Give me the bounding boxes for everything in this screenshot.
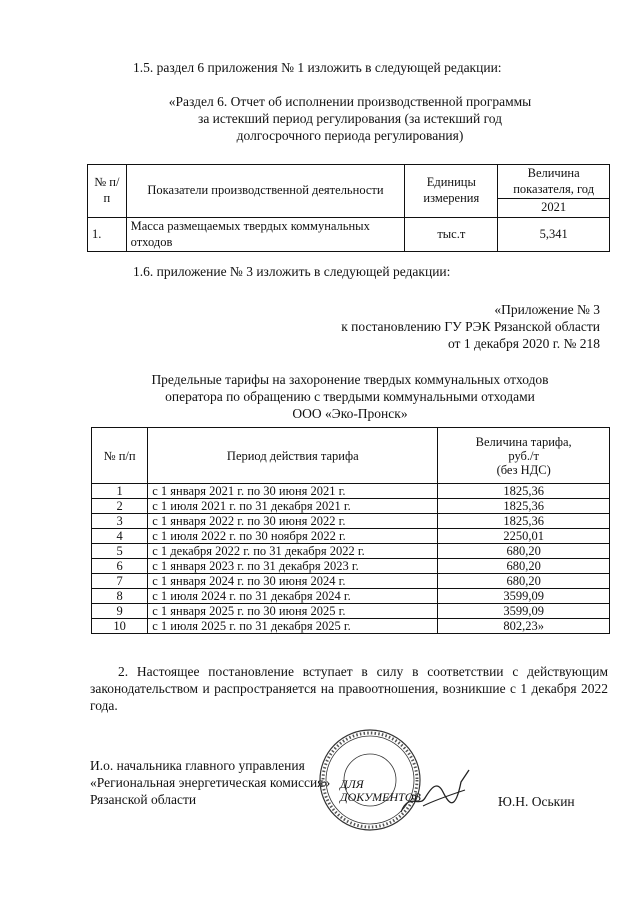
t2-row-num: 2 [92, 499, 148, 514]
t2-row-num: 4 [92, 529, 148, 544]
appendix-ref-line: «Приложение № 3 [494, 302, 600, 317]
t2-header-value-line: руб./т [508, 448, 539, 463]
tariff-title [80, 372, 620, 423]
t2-row-period: с 1 января 2025 г. по 30 июня 2025 г. [148, 604, 438, 619]
t2-row-period: с 1 июля 2021 г. по 31 декабря 2021 г. [148, 499, 438, 514]
t2-row-period: с 1 января 2024 г. по 30 июня 2024 г. [148, 574, 438, 589]
t2-header-period: Период действия тарифа [148, 428, 438, 484]
t2-row-value: 1825,36 [438, 499, 610, 514]
t1-row-num: 1. [88, 217, 127, 251]
appendix-reference [260, 302, 600, 353]
t2-row-num: 5 [92, 544, 148, 559]
t2-row-value: 802,23» [438, 619, 610, 634]
t1-header-indicator: Показатели производственной деятельности [126, 165, 405, 218]
t2-row-value: 1825,36 [438, 484, 610, 499]
t2-row-value: 3599,09 [438, 589, 610, 604]
t2-row-period: с 1 июля 2022 г. по 30 ноября 2022 г. [148, 529, 438, 544]
t2-row-num: 1 [92, 484, 148, 499]
t2-row-value: 3599,09 [438, 604, 610, 619]
t2-header-value [438, 428, 610, 484]
section6-title-line: за истекший период регулирования (за истекший год [197, 110, 502, 126]
t2-row-value: 680,20 [438, 544, 610, 559]
t2-row-period: с 1 января 2022 г. по 30 июня 2022 г. [148, 514, 438, 529]
item-1-5: 1.5. раздел 6 приложения № 1 изложить в следующей редакции: [133, 60, 502, 75]
t1-row-indicator: Масса размещаемых твердых коммунальных отходов [126, 217, 405, 251]
section6-title-line: «Раздел 6. Отчет об исполнении производственной программы [168, 94, 532, 109]
t2-row-num: 10 [92, 619, 148, 634]
tariff-title-line: Предельные тарифы на захоронение твердых коммунальных отходов [151, 372, 549, 387]
t2-row-num: 6 [92, 559, 148, 574]
t1-header-value: Величина показателя, год [498, 165, 610, 199]
tariff-title-line: оператора по обращению с твердыми коммунальными отходами [165, 388, 535, 404]
table-row [92, 574, 610, 589]
table-row [92, 499, 610, 514]
signatory-name: Ю.Н. Оськин [498, 794, 575, 809]
tariff-title-line: ООО «Эко-Пронск» [292, 405, 408, 421]
t2-header-value-line: Величина тарифа, [475, 434, 572, 449]
section6-title-line: долгосрочного периода регулирования) [236, 127, 464, 143]
t1-header-num: № п/п [88, 165, 127, 218]
t2-row-num: 7 [92, 574, 148, 589]
table-row [92, 529, 610, 544]
table-row [92, 619, 610, 634]
table-row [92, 544, 610, 559]
t2-row-period: с 1 января 2021 г. по 30 июня 2021 г. [148, 484, 438, 499]
stamp-text: ДЛЯ ДОКУМЕНТОВ [340, 777, 421, 804]
t2-row-period: с 1 июля 2025 г. по 31 декабря 2025 г. [148, 619, 438, 634]
t2-row-num: 3 [92, 514, 148, 529]
signature-line: И.о. начальника главного управления [90, 758, 305, 773]
t2-row-value: 680,20 [438, 559, 610, 574]
t1-header-year: 2021 [498, 199, 610, 218]
section6-title [80, 94, 620, 145]
table-row [92, 484, 610, 499]
table-row [92, 604, 610, 619]
t2-row-value: 1825,36 [438, 514, 610, 529]
signature-line: «Региональная энергетическая комиссия» [90, 774, 331, 790]
t2-row-num: 9 [92, 604, 148, 619]
t2-header-value-line: (без НДС) [496, 462, 551, 477]
t2-row-period: с 1 декабря 2022 г. по 31 декабря 2022 г. [148, 544, 438, 559]
t1-row-value: 5,341 [498, 217, 610, 251]
t1-header-units: Единицы измерения [405, 165, 498, 218]
item-1-6: 1.6. приложение № 3 изложить в следующей редакции: [133, 264, 451, 279]
table-row [92, 589, 610, 604]
appendix-ref-line: от 1 декабря 2020 г. № 218 [447, 335, 600, 351]
table-row [92, 514, 610, 529]
tariff-table [91, 427, 610, 634]
t2-header-num: № п/п [92, 428, 148, 484]
table-row [92, 559, 610, 574]
production-report-table [87, 164, 610, 252]
t1-row-units: тыс.т [405, 217, 498, 251]
signature-line: Рязанской области [90, 791, 197, 807]
handwritten-signature-icon [395, 762, 475, 822]
t2-row-period: с 1 июля 2024 г. по 31 декабря 2024 г. [148, 589, 438, 604]
appendix-ref-line: к постановлению ГУ РЭК Рязанской области [341, 318, 600, 334]
item-2-paragraph: 2. Настоящее постановление вступает в силу в соответствии с действующим законодательством и распространяется на правоотношения, возникшие с 1 декабря 2022 года. [90, 664, 608, 713]
t2-row-value: 2250,01 [438, 529, 610, 544]
t2-row-num: 8 [92, 589, 148, 604]
t2-row-value: 680,20 [438, 574, 610, 589]
t2-row-period: с 1 января 2023 г. по 31 декабря 2023 г. [148, 559, 438, 574]
